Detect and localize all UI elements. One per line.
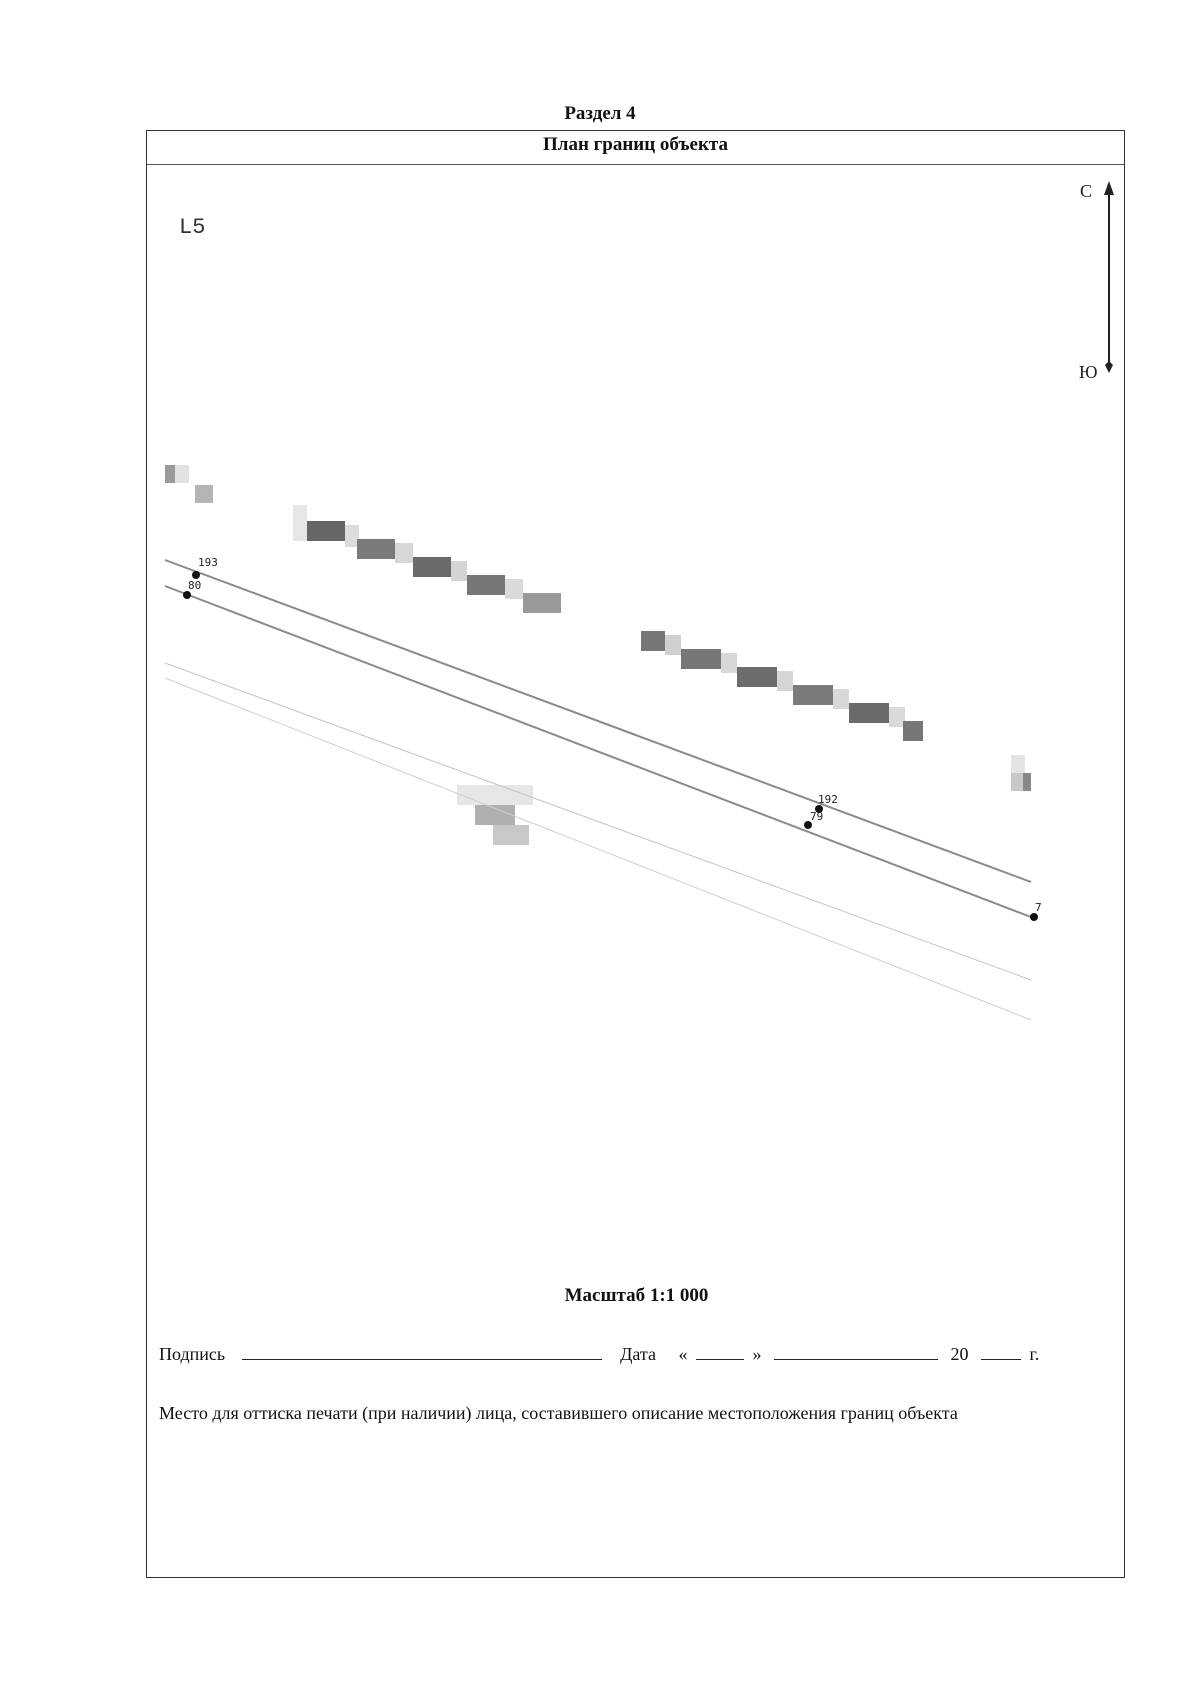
date-close-quote: » (752, 1344, 762, 1364)
map-area (147, 165, 1124, 1385)
point-label-edge: 7 (1035, 901, 1042, 914)
date-month-field[interactable] (774, 1341, 938, 1360)
date-open-quote: « (678, 1344, 688, 1364)
boundary-lines (165, 560, 1031, 1020)
background-raster (165, 465, 1031, 845)
signature-row (159, 1341, 1039, 1365)
point-label-80: 80 (188, 579, 202, 592)
year-suffix: г. (1029, 1344, 1040, 1364)
date-year-field[interactable] (981, 1341, 1021, 1360)
plan-header: План границ объекта (147, 131, 1124, 165)
compass-south-label: Ю (1079, 362, 1098, 382)
point-label-192: 192 (818, 793, 838, 806)
signature-field[interactable] (242, 1341, 602, 1360)
stamp-note: Место для оттиска печати (при наличии) лица, составившего описание местоположения границ объекта (159, 1403, 958, 1423)
date-label: Дата (620, 1344, 656, 1364)
year-prefix: 20 (950, 1344, 969, 1364)
signature-label: Подпись (159, 1344, 226, 1364)
sheet-label: L5 (179, 215, 206, 240)
scale-label: Масштаб 1:1 000 (564, 1285, 709, 1306)
plan-frame (146, 130, 1125, 1578)
point-label-193: 193 (198, 556, 218, 569)
point-79 (804, 810, 823, 829)
section-title: Раздел 4 (564, 103, 636, 124)
plan-drawing (147, 165, 1124, 1385)
point-edge (1030, 901, 1042, 921)
point-label-79: 79 (810, 810, 824, 823)
north-arrow-icon (1104, 181, 1114, 373)
compass-north-label: С (1080, 181, 1093, 201)
date-day-field[interactable] (696, 1341, 744, 1360)
